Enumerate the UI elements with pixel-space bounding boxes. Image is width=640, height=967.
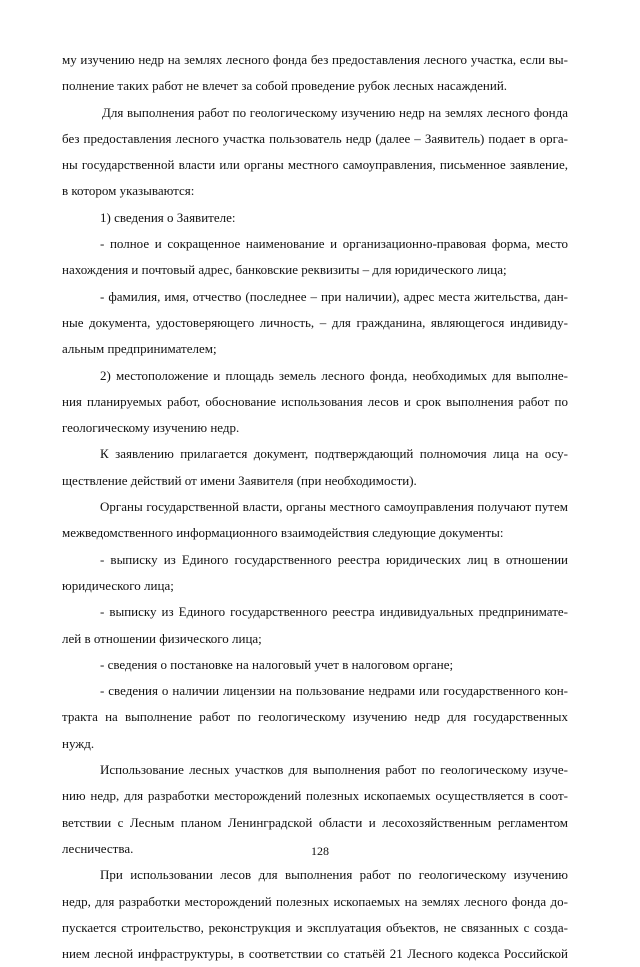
text-line: 1) сведения о Заявителе:: [100, 209, 236, 225]
text-line: тракта на выполнение работ по геологическому изучению недр для государственных: [62, 709, 568, 725]
text-line: лесничества.: [62, 840, 134, 856]
text-line: ные документа, удостоверяющего личность, – для гражданина, являющегося индивиду-: [62, 314, 568, 330]
text-line: - выписку из Единого государственного реестра юридических лиц в отношении: [100, 551, 568, 567]
text-line: - сведения о постановке на налоговый учет в налоговом органе;: [100, 656, 454, 672]
body-text: [62, 47, 568, 967]
text-line: Использование лесных участков для выполнения работ по геологическому изуче-: [100, 762, 568, 778]
text-line: нию недр, для разработки месторождений полезных ископаемых осуществляется в соот-: [62, 788, 568, 804]
text-line: юридического лица;: [62, 577, 174, 593]
text-line: - сведения о наличии лицензии на пользование недрами или государственного кон-: [100, 683, 568, 699]
text-line: Для выполнения работ по геологическому изучению недр на землях лесного фонда: [102, 104, 568, 120]
text-line: пускается строительство, реконструкция и эксплуатация объектов, не связанных с созда-: [62, 919, 568, 935]
text-line: ветствии с Лесным планом Ленинградской области и лесохозяйственным регламентом: [62, 814, 568, 830]
text-line: ны государственной власти или органы местного самоуправления, письменное заявление,: [62, 157, 568, 173]
text-line: Органы государственной власти, органы местного самоуправления получают путем: [100, 499, 568, 515]
text-line: лей в отношении физического лица;: [62, 630, 262, 646]
text-line: нием лесной инфраструктуры, в соответствии со статьёй 21 Лесного кодекса Российской: [62, 946, 568, 962]
text-line: альным предпринимателем;: [62, 341, 217, 357]
text-line: полнение таких работ не влечет за собой проведение рубок лесных насаждений.: [62, 78, 508, 94]
text-line: - полное и сокращенное наименование и организационно-правовая форма, место: [100, 236, 568, 252]
text-line: 2) местоположение и площадь земель лесного фонда, необходимых для выполне-: [100, 367, 568, 383]
text-line: При использовании лесов для выполнения работ по геологическому изучению: [100, 867, 568, 883]
text-line: в котором указываются:: [62, 183, 195, 199]
text-line: - выписку из Единого государственного реестра индивидуальных предпринимате-: [100, 604, 568, 620]
text-line: без предоставления лесного участка пользователь недр (далее – Заявитель) подает в орга-: [62, 130, 568, 146]
text-line: му изучению недр на землях лесного фонда без предоставления лесного участка, если вы-: [62, 52, 568, 67]
text-line: К заявлению прилагается документ, подтверждающий полномочия лица на осу-: [100, 446, 568, 462]
text-line: ществление действий от имени Заявителя (при необходимости).: [62, 472, 417, 488]
text-line: - фамилия, имя, отчество (последнее – при наличии), адрес места жительства, дан-: [100, 288, 568, 304]
page-number: 128: [311, 844, 329, 858]
text-line: недр, для разработки месторождений полезных ископаемых на землях лесного фонда до-: [62, 893, 568, 909]
text-line: нахождения и почтовый адрес, банковские реквизиты – для юридического лица;: [62, 262, 507, 278]
text-line: межведомственного информационного взаимодействия следующие документы:: [62, 525, 504, 541]
text-line: ния планируемых работ, обоснование использования лесов и срок выполнения работ по: [62, 393, 568, 409]
text-line: геологическому изучению недр.: [62, 420, 240, 436]
text-line: нужд.: [62, 735, 95, 751]
